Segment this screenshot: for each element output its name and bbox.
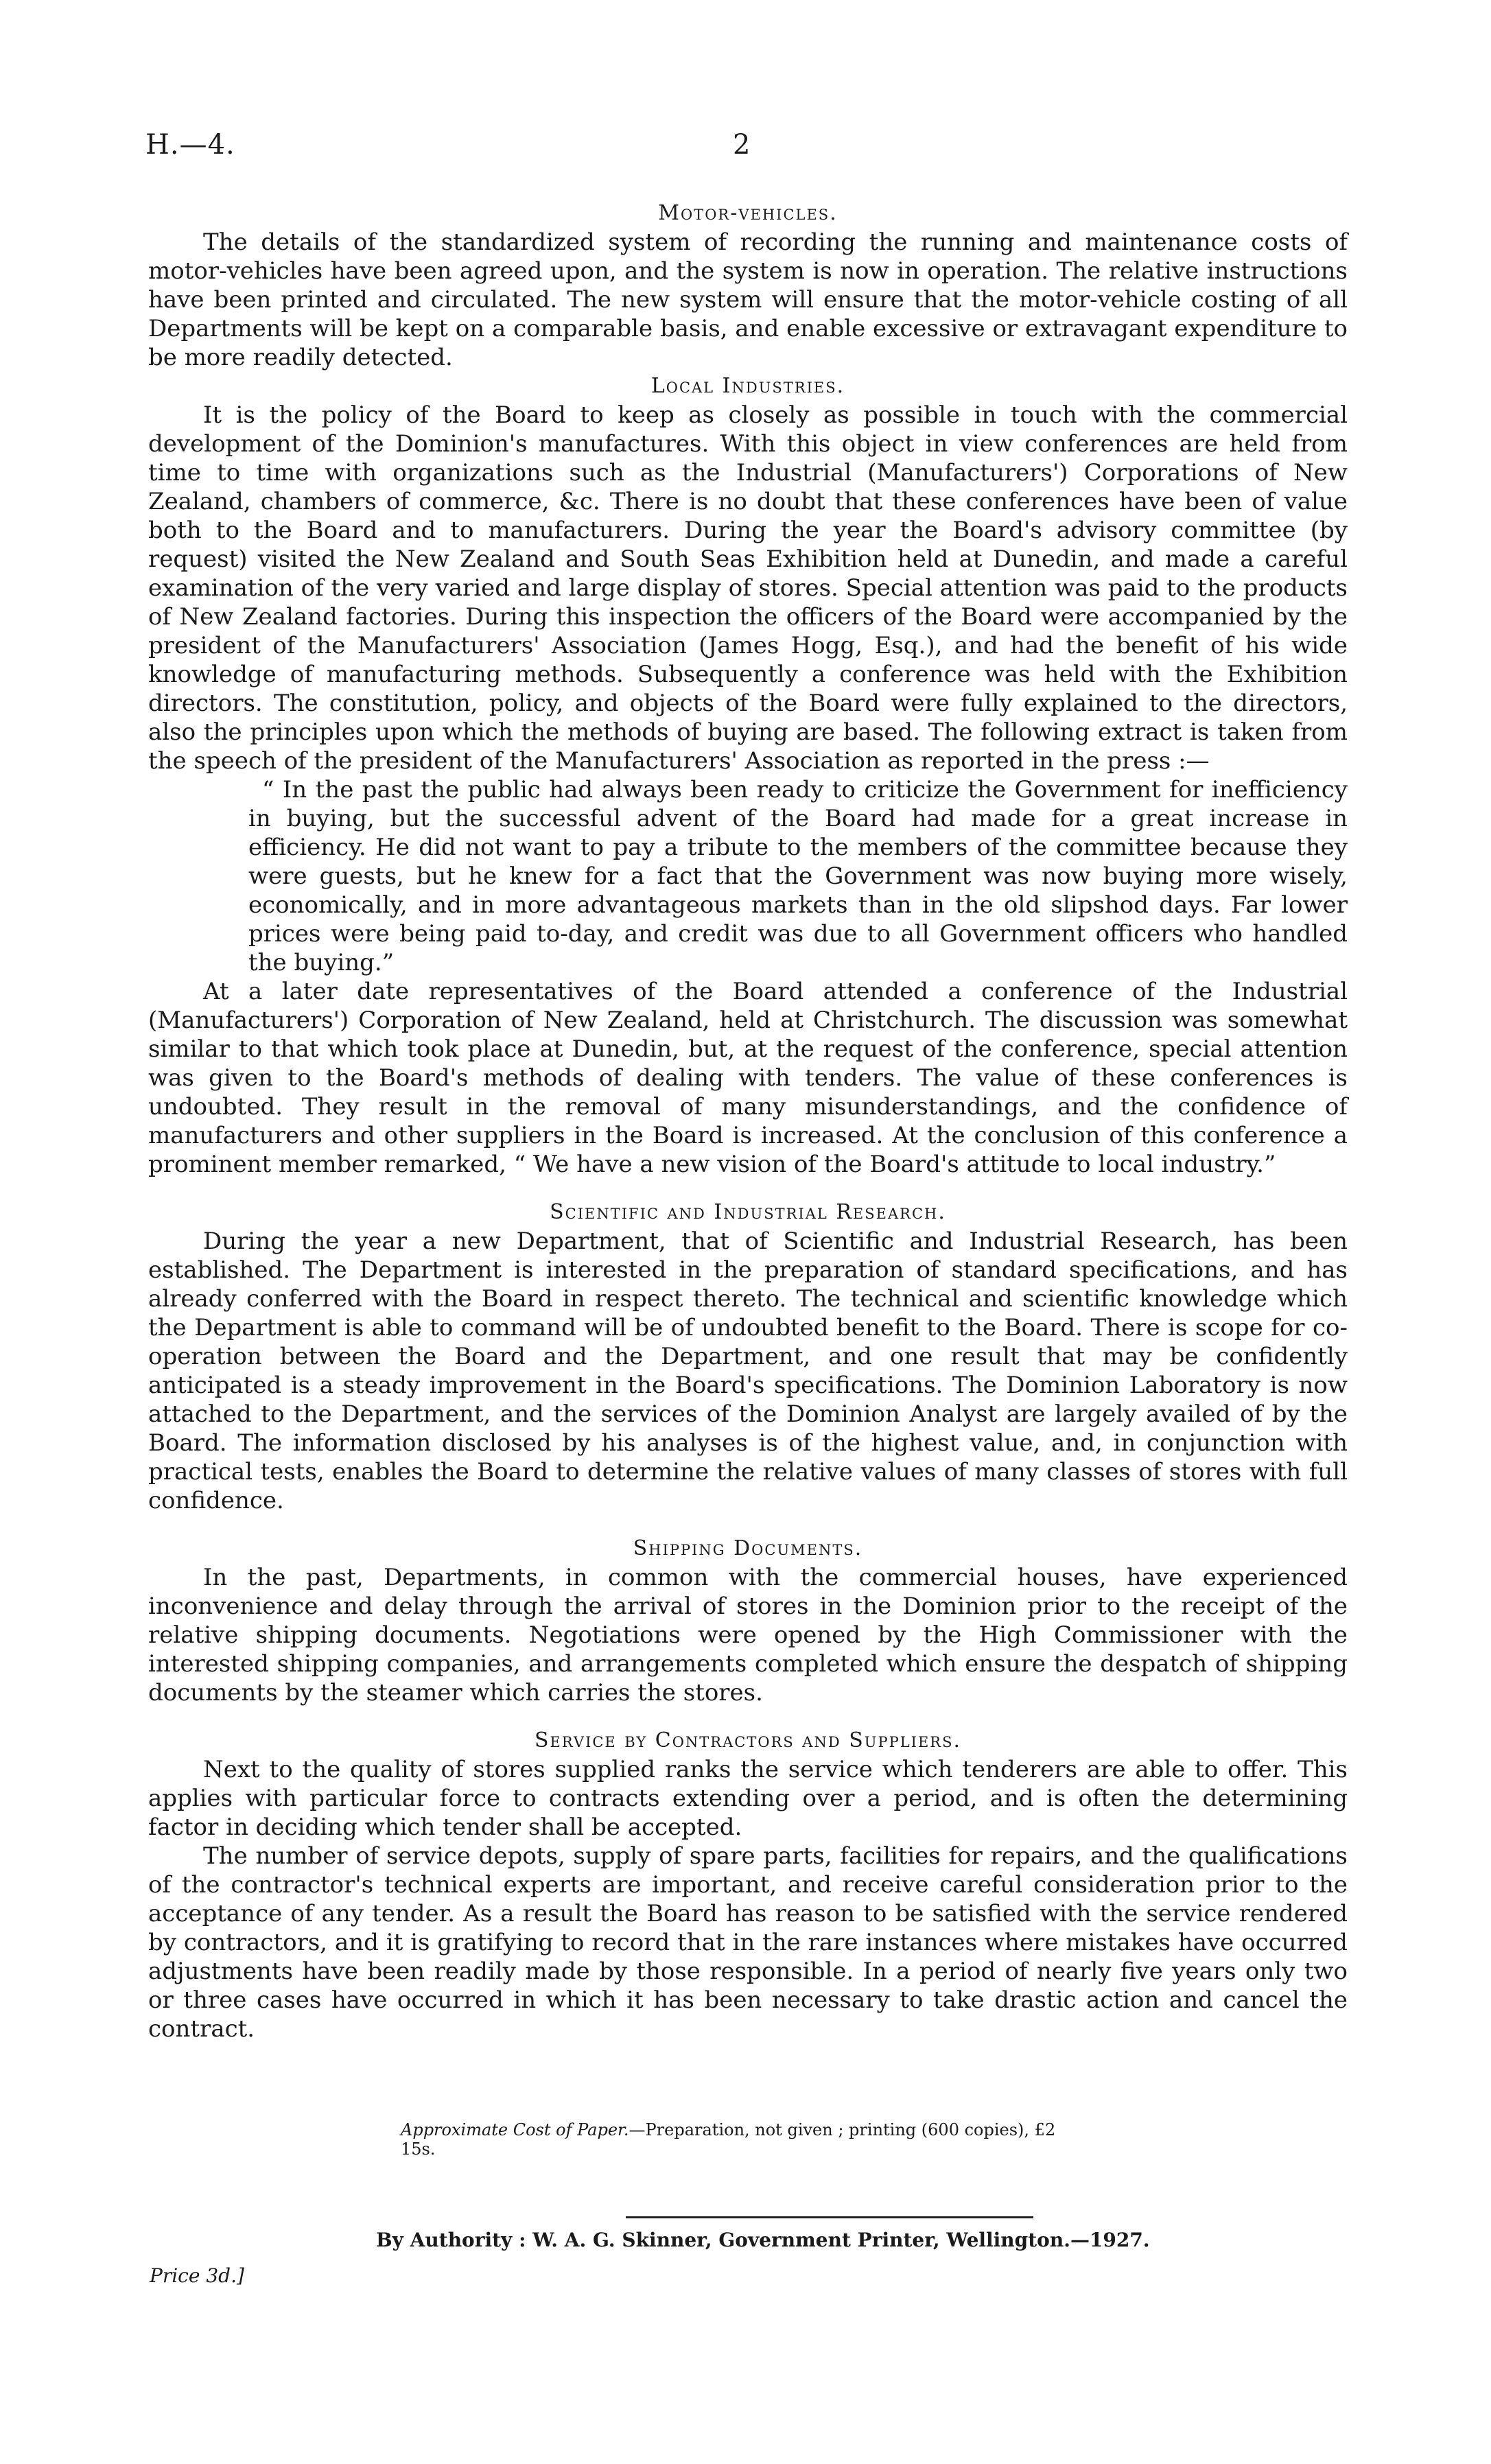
- cost-of-paper-note: [401, 2120, 1087, 2159]
- press-quote: [248, 775, 1348, 977]
- printer-authority: [376, 2229, 1268, 2251]
- section-heading-scientific-research: Scientific and Industrial Research.: [550, 1200, 946, 1224]
- section-heading-motor-vehicles: Motor-vehicles.: [658, 201, 838, 225]
- press-quote-text: “ In the past the public had always been ready to criticize the Government for inefficiency in buying, but the successful advent of the Board had made for a great increase in efficiency. He did not want to pay a tribute to the members of the committee because they were guests, but he knew for a fact that the Government was now buying more wisely, economically, and in more advantageous markets than in the old slipshod days. Far lower prices were being paid to-day, and credit was due to all Government officers who handled the buying.”: [248, 776, 1348, 976]
- cost-text: —Preparation, not given ; printing (600 copies), £2 15s.: [401, 2120, 1056, 2159]
- footer-divider: [626, 2216, 1033, 2218]
- document-body: [148, 199, 1348, 2043]
- document-reference: H.—4.: [145, 129, 235, 161]
- authority-text: W. A. G. Skinner, Government Printer, Wellington.—1927.: [532, 2229, 1150, 2251]
- paragraph-christchurch-conference: At a later date representatives of the Board attended a conference of the Industrial (Manufacturers') Corporation of New Zealand, held at Christchurch. The discussion was somewhat similar to that which took place at Dunedin, but, at the request of the conference, special attention was given to the Board's methods of dealing with tenders. The value of these conferences is undoubted. They result in the removal of many misunderstandings, and the confidence of manufacturers and other suppliers in the Board is increased. At the conclusion of this conference a prominent member remarked, “ We have a new vision of the Board's attitude to local industry.”: [148, 978, 1348, 1178]
- paragraph-shipping-documents: In the past, Departments, in common with the commercial houses, have experienced inconvenience and delay through the arrival of stores in the Dominion prior to the receipt of the relative shipping documents. Negotiations were opened by the High Commissioner with the interested shipping companies, and arrangements completed which ensure the despatch of shipping documents by the steamer which carries the stores.: [148, 1564, 1348, 1706]
- section-heading-shipping-documents: Shipping Documents.: [633, 1536, 863, 1560]
- section-heading-service-contractors: Service by Contractors and Suppliers.: [534, 1728, 962, 1752]
- price-note: Price 3d.]: [150, 2264, 244, 2287]
- paragraph-service-quality: Next to the quality of stores supplied ranks the service which tenderers are able to offer. This applies with particular force to contracts extending over a period, and is often the determining factor in deciding which tender shall be accepted.: [148, 1756, 1348, 1841]
- paragraph-scientific-research: During the year a new Department, that of Scientific and Industrial Research, has been established. The Department is interested in the preparation of standard specifications, and has already conferred with the Board in respect thereto. The technical and scientific knowledge which the Department is able to command will be of undoubted benefit to the Board. There is scope for co-operation between the Board and the Department, and one result that may be confidently anticipated is a steady improvement in the Board's specifications. The Dominion Laboratory is now attached to the Department, and the services of the Dominion Analyst are largely availed of by the Board. The information disclosed by his analyses is of the highest value, and, in conjunction with practical tests, enables the Board to determine the relative values of many classes of stores with full confidence.: [148, 1228, 1348, 1514]
- paragraph-service-depots: The number of service depots, supply of spare parts, facilities for repairs, and the qualifications of the contractor's technical experts are important, and receive careful consideration prior to the acceptance of any tender. As a result the Board has reason to be satisfied with the service rendered by contractors, and it is gratifying to record that in the rare instances where mistakes have occurred adjustments have been readily made by those responsible. In a period of nearly five years only two or three cases have occurred in which it has been necessary to take drastic action and cancel the contract.: [148, 1842, 1348, 2043]
- authority-label: By Authority :: [376, 2229, 526, 2251]
- paragraph-motor-vehicles: The details of the standardized system of recording the running and maintenance costs of motor-vehicles have been agreed upon, and the system is now in operation. The relative instructions have been printed and circulated. The new system will ensure that the motor-vehicle costing of all Departments will be kept on a comparable basis, and enable excessive or extravagant expenditure to be more readily detected.: [148, 228, 1348, 371]
- page-number: 2: [733, 129, 751, 161]
- cost-label: Approximate Cost of Paper.: [401, 2120, 629, 2139]
- section-heading-local-industries: Local Industries.: [650, 374, 845, 398]
- paragraph-local-industries: It is the policy of the Board to keep as closely as possible in touch with the commercial development of the Dominion's manufactures. With this object in view conferences are held from time to time with organizations such as the Industrial (Manufacturers') Corporations of New Zealand, chambers of commerce, &c. There is no doubt that these conferences have been of value both to the Board and to manufacturers. During the year the Board's advisory committee (by request) visited the New Zealand and South Seas Exhibition held at Dunedin, and made a careful examination of the very varied and large display of stores. Special attention was paid to the products of New Zealand factories. During this inspection the officers of the Board were accompanied by the president of the Manufacturers' Association (James Hogg, Esq.), and had the benefit of his wide knowledge of manufacturing methods. Subsequently a conference was held with the Exhibition directors. The constitution, policy, and objects of the Board were fully explained to the directors, also the principles upon which the methods of buying are based. The following extract is taken from the speech of the president of the Manufacturers' Association as reported in the press :—: [148, 401, 1348, 775]
